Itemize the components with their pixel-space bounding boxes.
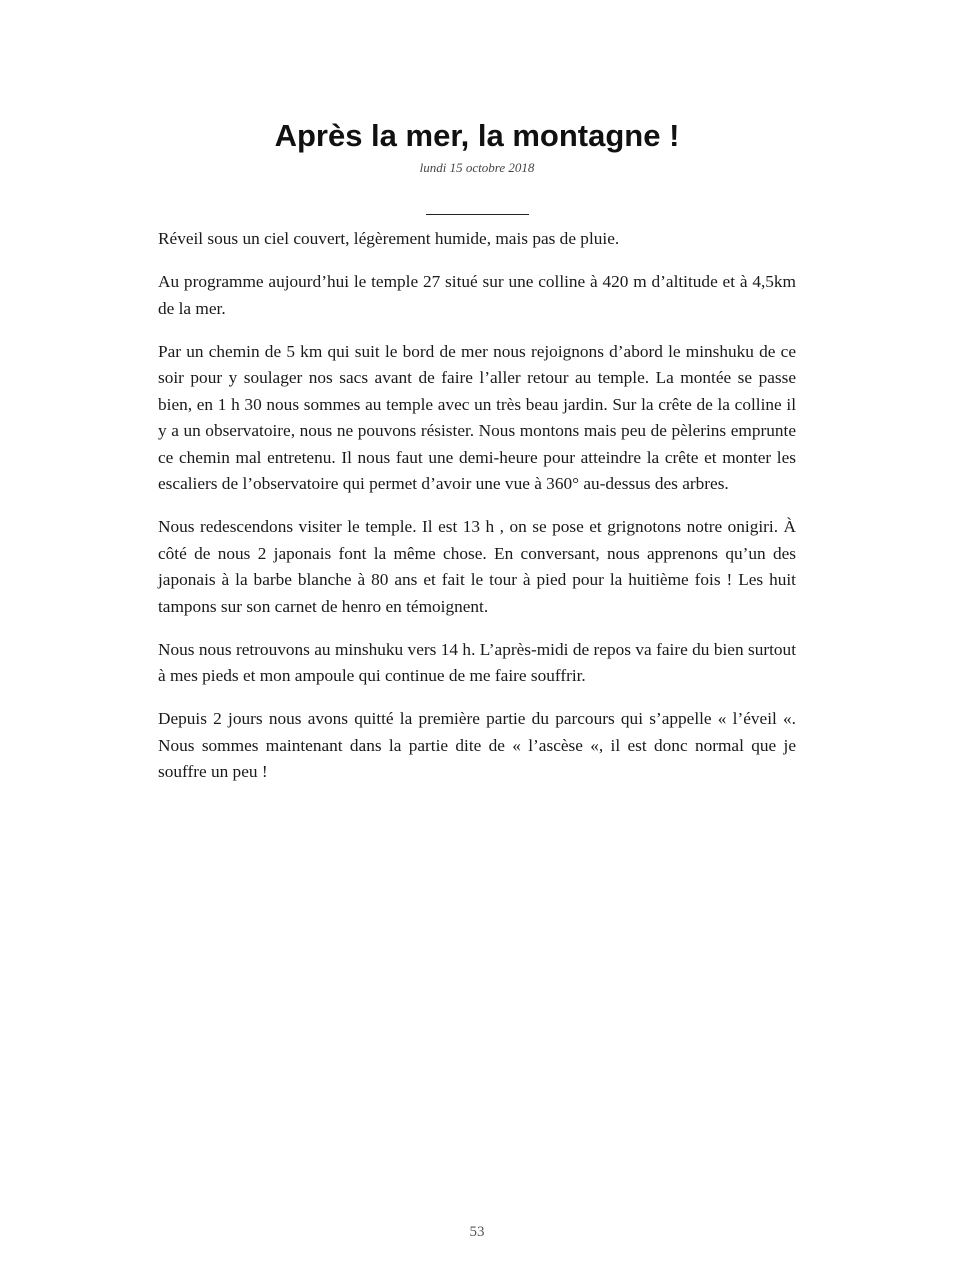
paragraph: Nous redescendons visiter le temple. Il est 13 h , on se pose et grignotons notre onigiri. À côté de nous 2 japonais font la même chose. En conversant, nous apprenons qu’un des japonais à la barbe blanche à 80 ans et fait le tour à pied pour la huitième fois ! Les huit tampons sur son carnet de henro en témoignent. [158, 517, 796, 616]
paragraph: Par un chemin de 5 km qui suit le bord de mer nous rejoignons d’abord le minshuku de ce soir pour y soulager nos sacs avant de faire l’aller retour au temple. La montée se passe bien, en 1 h 30 nous sommes au temple avec un très beau jardin. Sur la crête de la colline il y a un observatoire, nous ne pouvons résister. Nous montons mais peu de pèlerins emprunte ce chemin mal entretenu. Il nous faut une demi-heure pour atteindre la crête et monter les escaliers de l’observatoire qui permet d’avoir une vue à 360° au-dessus des arbres. [158, 341, 796, 493]
page-number: 53 [469, 1224, 485, 1240]
title-separator [426, 214, 529, 215]
paragraph: Nous nous retrouvons au minshuku vers 14 h. L’après-midi de repos va faire du bien surtout à mes pieds et mon ampoule qui continue de me faire souffrir. [158, 639, 796, 685]
paragraph: Au programme aujourd’hui le temple 27 situé sur une colline à 420 m d’altitude et à 4,5km de la mer. [158, 272, 796, 318]
paragraph: Depuis 2 jours nous avons quitté la première partie du parcours qui s’appelle « l’éveil «. Nous sommes maintenant dans la partie dite de « l’ascèse «, il est donc normal que je souffre un peu ! [158, 709, 796, 781]
article-title: Après la mer, la montagne ! [274, 118, 680, 153]
paragraph: Réveil sous un ciel couvert, légèrement humide, mais pas de pluie. [158, 229, 620, 248]
article-date: lundi 15 octobre 2018 [419, 160, 535, 175]
article-body [158, 226, 796, 802]
